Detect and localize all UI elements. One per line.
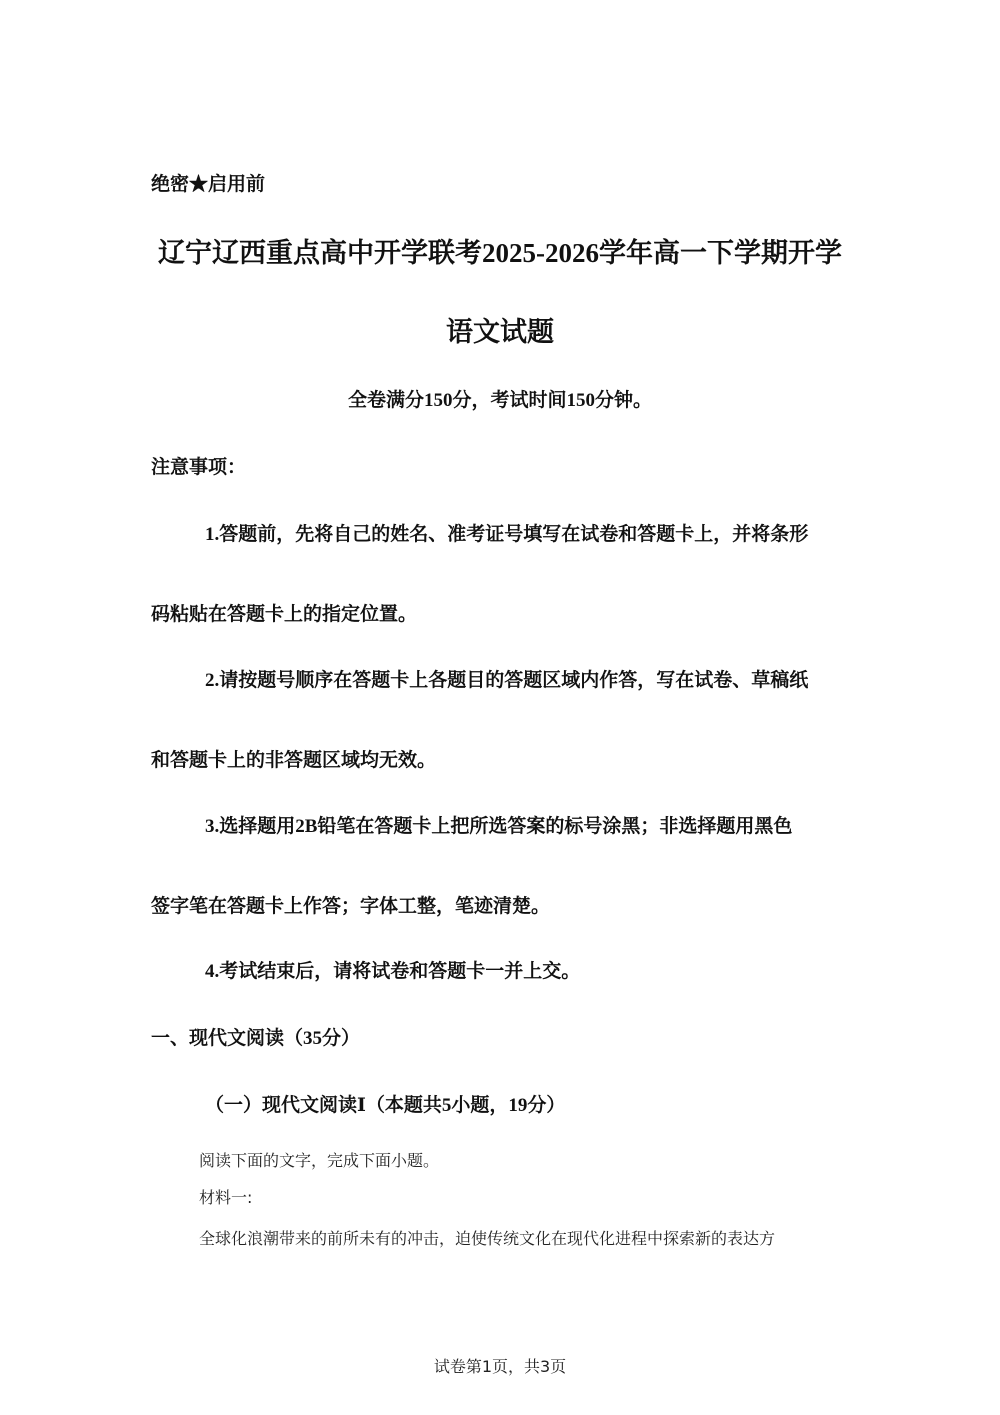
material-text: 全球化浪潮带来的前所未有的冲击，迫使传统文化在现代化进程中探索新的表达方: [199, 1229, 776, 1248]
notice-item-4: 4.考试结束后，请将试卷和答题卡一并上交。: [205, 961, 581, 982]
notice-item-3-line1: 3.选择题用2B铅笔在答题卡上把所选答案的标号涂黑；非选择题用黑色: [205, 816, 793, 837]
notice-title: 注意事项：: [151, 457, 247, 478]
exam-title-line1: 辽宁辽西重点高中开学联考2025-2026学年高一下学期开学: [158, 238, 842, 268]
notice-item-1-line2: 码粘贴在答题卡上的指定位置。: [151, 604, 418, 625]
notice-item-1-line1: 1.答题前，先将自己的姓名、准考证号填写在试卷和答题卡上，并将条形: [205, 524, 809, 545]
subsection-heading: （一）现代文阅读Ⅰ（本题共5小题，19分）: [205, 1095, 566, 1116]
notice-item-2-line2: 和答题卡上的非答题区域均无效。: [151, 750, 437, 771]
confidential-mark: 绝密★启用前: [151, 174, 266, 195]
page-footer: 试卷第1页，共3页: [433, 1357, 567, 1376]
exam-title-line2: 语文试题: [446, 317, 554, 347]
notice-item-2-line1: 2.请按题号顺序在答题卡上各题目的答题区域内作答，写在试卷、草稿纸: [205, 670, 809, 691]
section-heading: 一、现代文阅读（35分）: [151, 1028, 361, 1049]
reading-instruction: 阅读下面的文字，完成下面小题。: [199, 1151, 440, 1170]
score-time-info: 全卷满分150分，考试时间150分钟。: [347, 390, 652, 411]
material-label: 材料一:: [199, 1188, 253, 1207]
notice-item-3-line2: 签字笔在答题卡上作答；字体工整，笔迹清楚。: [151, 896, 551, 917]
